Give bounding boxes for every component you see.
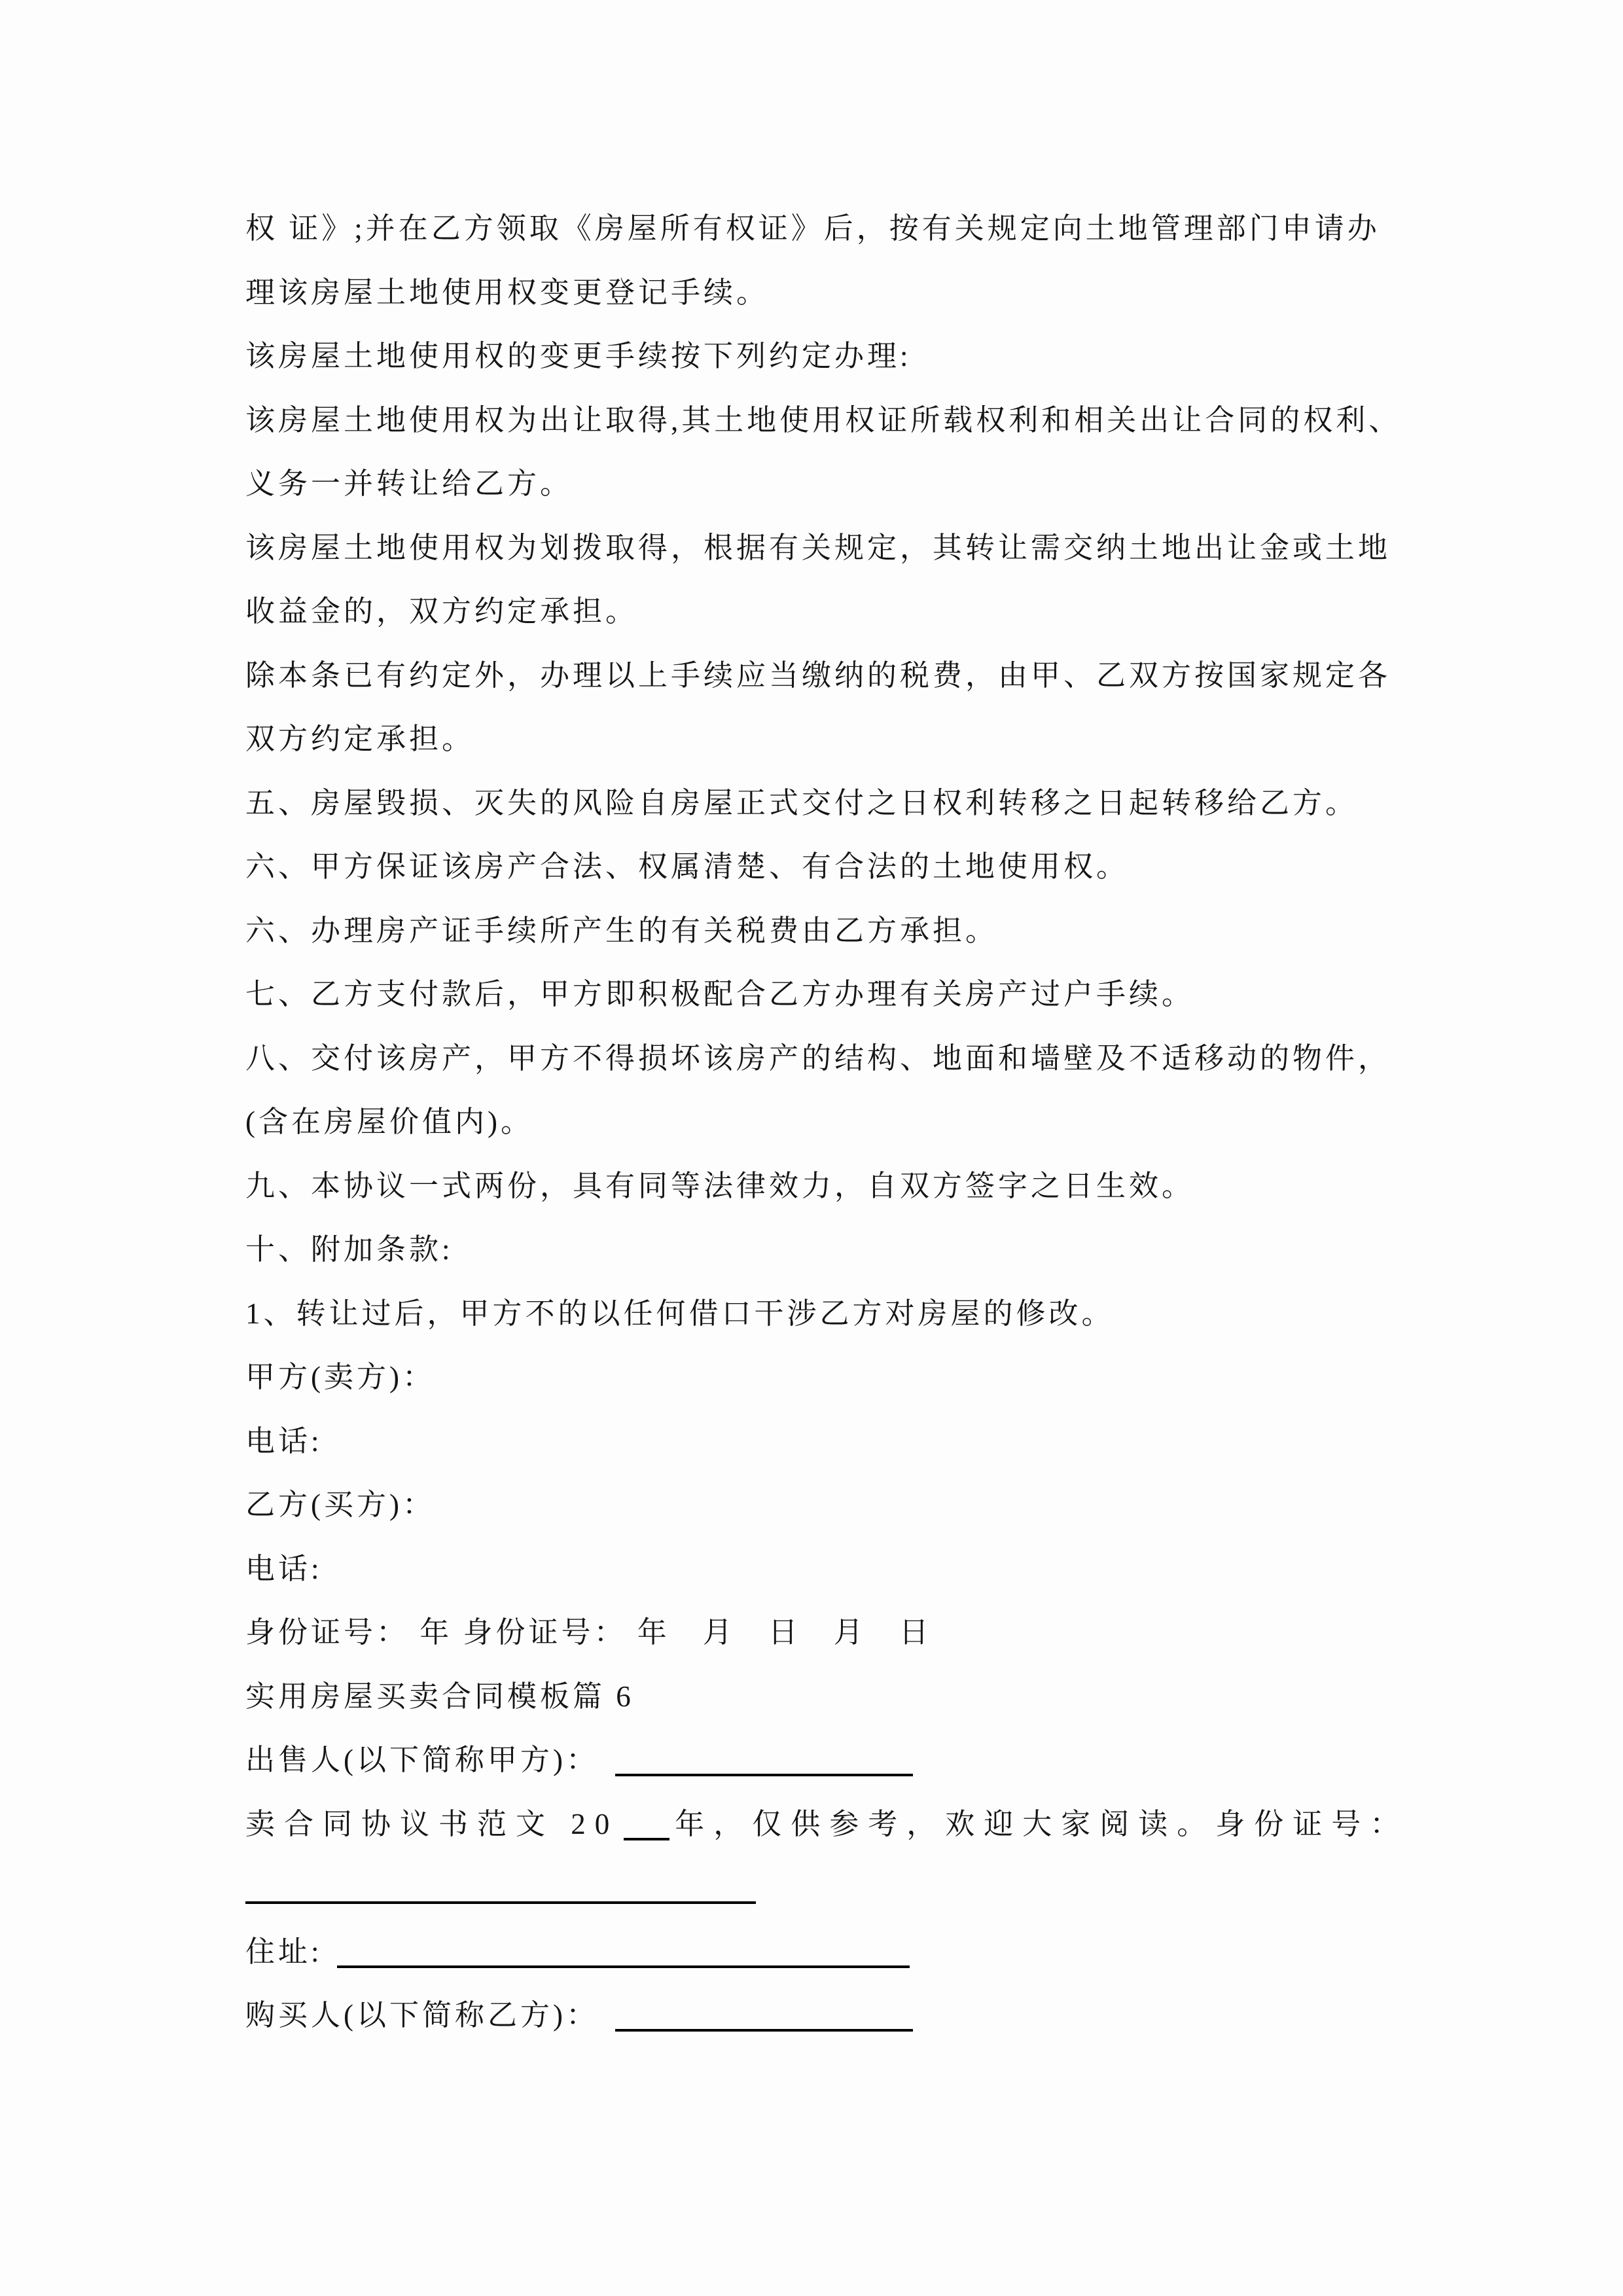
reference-note-pre: 卖合同协议书范文 20 <box>245 1807 619 1840</box>
party-b-buyer-label: 乙方(买方)： <box>245 1488 435 1521</box>
buyer-name-blank <box>615 2029 913 2032</box>
clause-land-cert-line: 理该房屋土地使用权变更登记手续。 <box>245 276 770 309</box>
clause-land-transfer-line: 该房屋土地使用权为出让取得,其土地使用权证所载权利和相关出让合同的权利、 <box>245 403 1402 437</box>
clause-land-use-change-line: 该房屋土地使用权的变更手续按下列约定办理: <box>245 340 912 372</box>
party-b-phone-label: 电话: <box>245 1552 323 1585</box>
buyer-name-label: 购买人(以下简称乙方)： <box>245 1999 599 2032</box>
reference-note-line <box>245 1793 1430 1857</box>
clause-6-cert-fees: 六、办理房产证手续所产生的有关税费由乙方承担。 <box>245 914 999 947</box>
buyer-name-line <box>245 1984 1430 2048</box>
additional-term-1: 1、转让过后，甲方不的以任何借口干涉乙方对房屋的修改。 <box>245 1297 1115 1330</box>
clause-9-two-copies: 九、本协议一式两份，具有同等法律效力，自双方签字之日生效。 <box>245 1169 1195 1202</box>
year-blank <box>624 1838 669 1840</box>
party-a-seller-label: 甲方(卖方)： <box>245 1361 435 1393</box>
clause-land-transfer-line: 义务一并转让给乙方。 <box>245 467 573 500</box>
contract-text-block <box>245 197 1430 2048</box>
clause-taxes-line: 双方约定承担。 <box>245 723 475 755</box>
seller-name-label: 出售人(以下简称甲方)： <box>245 1744 599 1776</box>
clause-10-additional-terms: 十、附加条款: <box>245 1233 454 1266</box>
id-number-blank-line <box>245 1856 1430 1920</box>
clause-taxes-line: 除本条已有约定外，办理以上手续应当缴纳的税费，由甲、乙双方按国家规定各 <box>245 658 1391 692</box>
clause-land-allocation-line: 该房屋土地使用权为划拨取得，根据有关规定，其转让需交纳土地出让金或土地 <box>245 531 1391 564</box>
clause-8-no-damage: 八、交付该房产，甲方不得损坏该房产的结构、地面和墙壁及不适移动的物件， <box>245 1041 1391 1075</box>
party-a-phone-label: 电话: <box>245 1424 323 1458</box>
reference-note-post: 年，仅供参考，欢迎大家阅读。身份证号： <box>675 1807 1409 1840</box>
seller-name-blank <box>615 1774 913 1776</box>
address-label: 住址: <box>245 1935 323 1968</box>
seller-name-line <box>245 1729 1430 1793</box>
clause-7-ownership-transfer: 七、乙方支付款后，甲方即积极配合乙方办理有关房产过户手续。 <box>245 978 1195 1011</box>
clause-6-legality-guarantee: 六、甲方保证该房产合法、权属清楚、有合法的土地使用权。 <box>245 850 1130 883</box>
clause-8-no-damage: (含在房屋价值内)。 <box>245 1105 533 1138</box>
clause-5-risk-transfer: 五、房屋毁损、灭失的风险自房屋正式交付之日权利转移之日起转移给乙方。 <box>245 786 1359 819</box>
clause-land-allocation-line: 收益金的，双方约定承担。 <box>245 595 639 628</box>
template-section-title: 实用房屋买卖合同模板篇 6 <box>245 1679 634 1713</box>
id-number-date-line: 身份证号： 年 身份证号： 年 月 日 月 日 <box>245 1616 932 1649</box>
clause-land-cert-line: 权 证》;并在乙方领取《房屋所有权证》后，按有关规定向土地管理部门申请办 <box>245 212 1380 245</box>
address-line <box>245 1920 1430 1984</box>
id-number-blank <box>245 1901 756 1904</box>
address-blank <box>337 1965 910 1968</box>
